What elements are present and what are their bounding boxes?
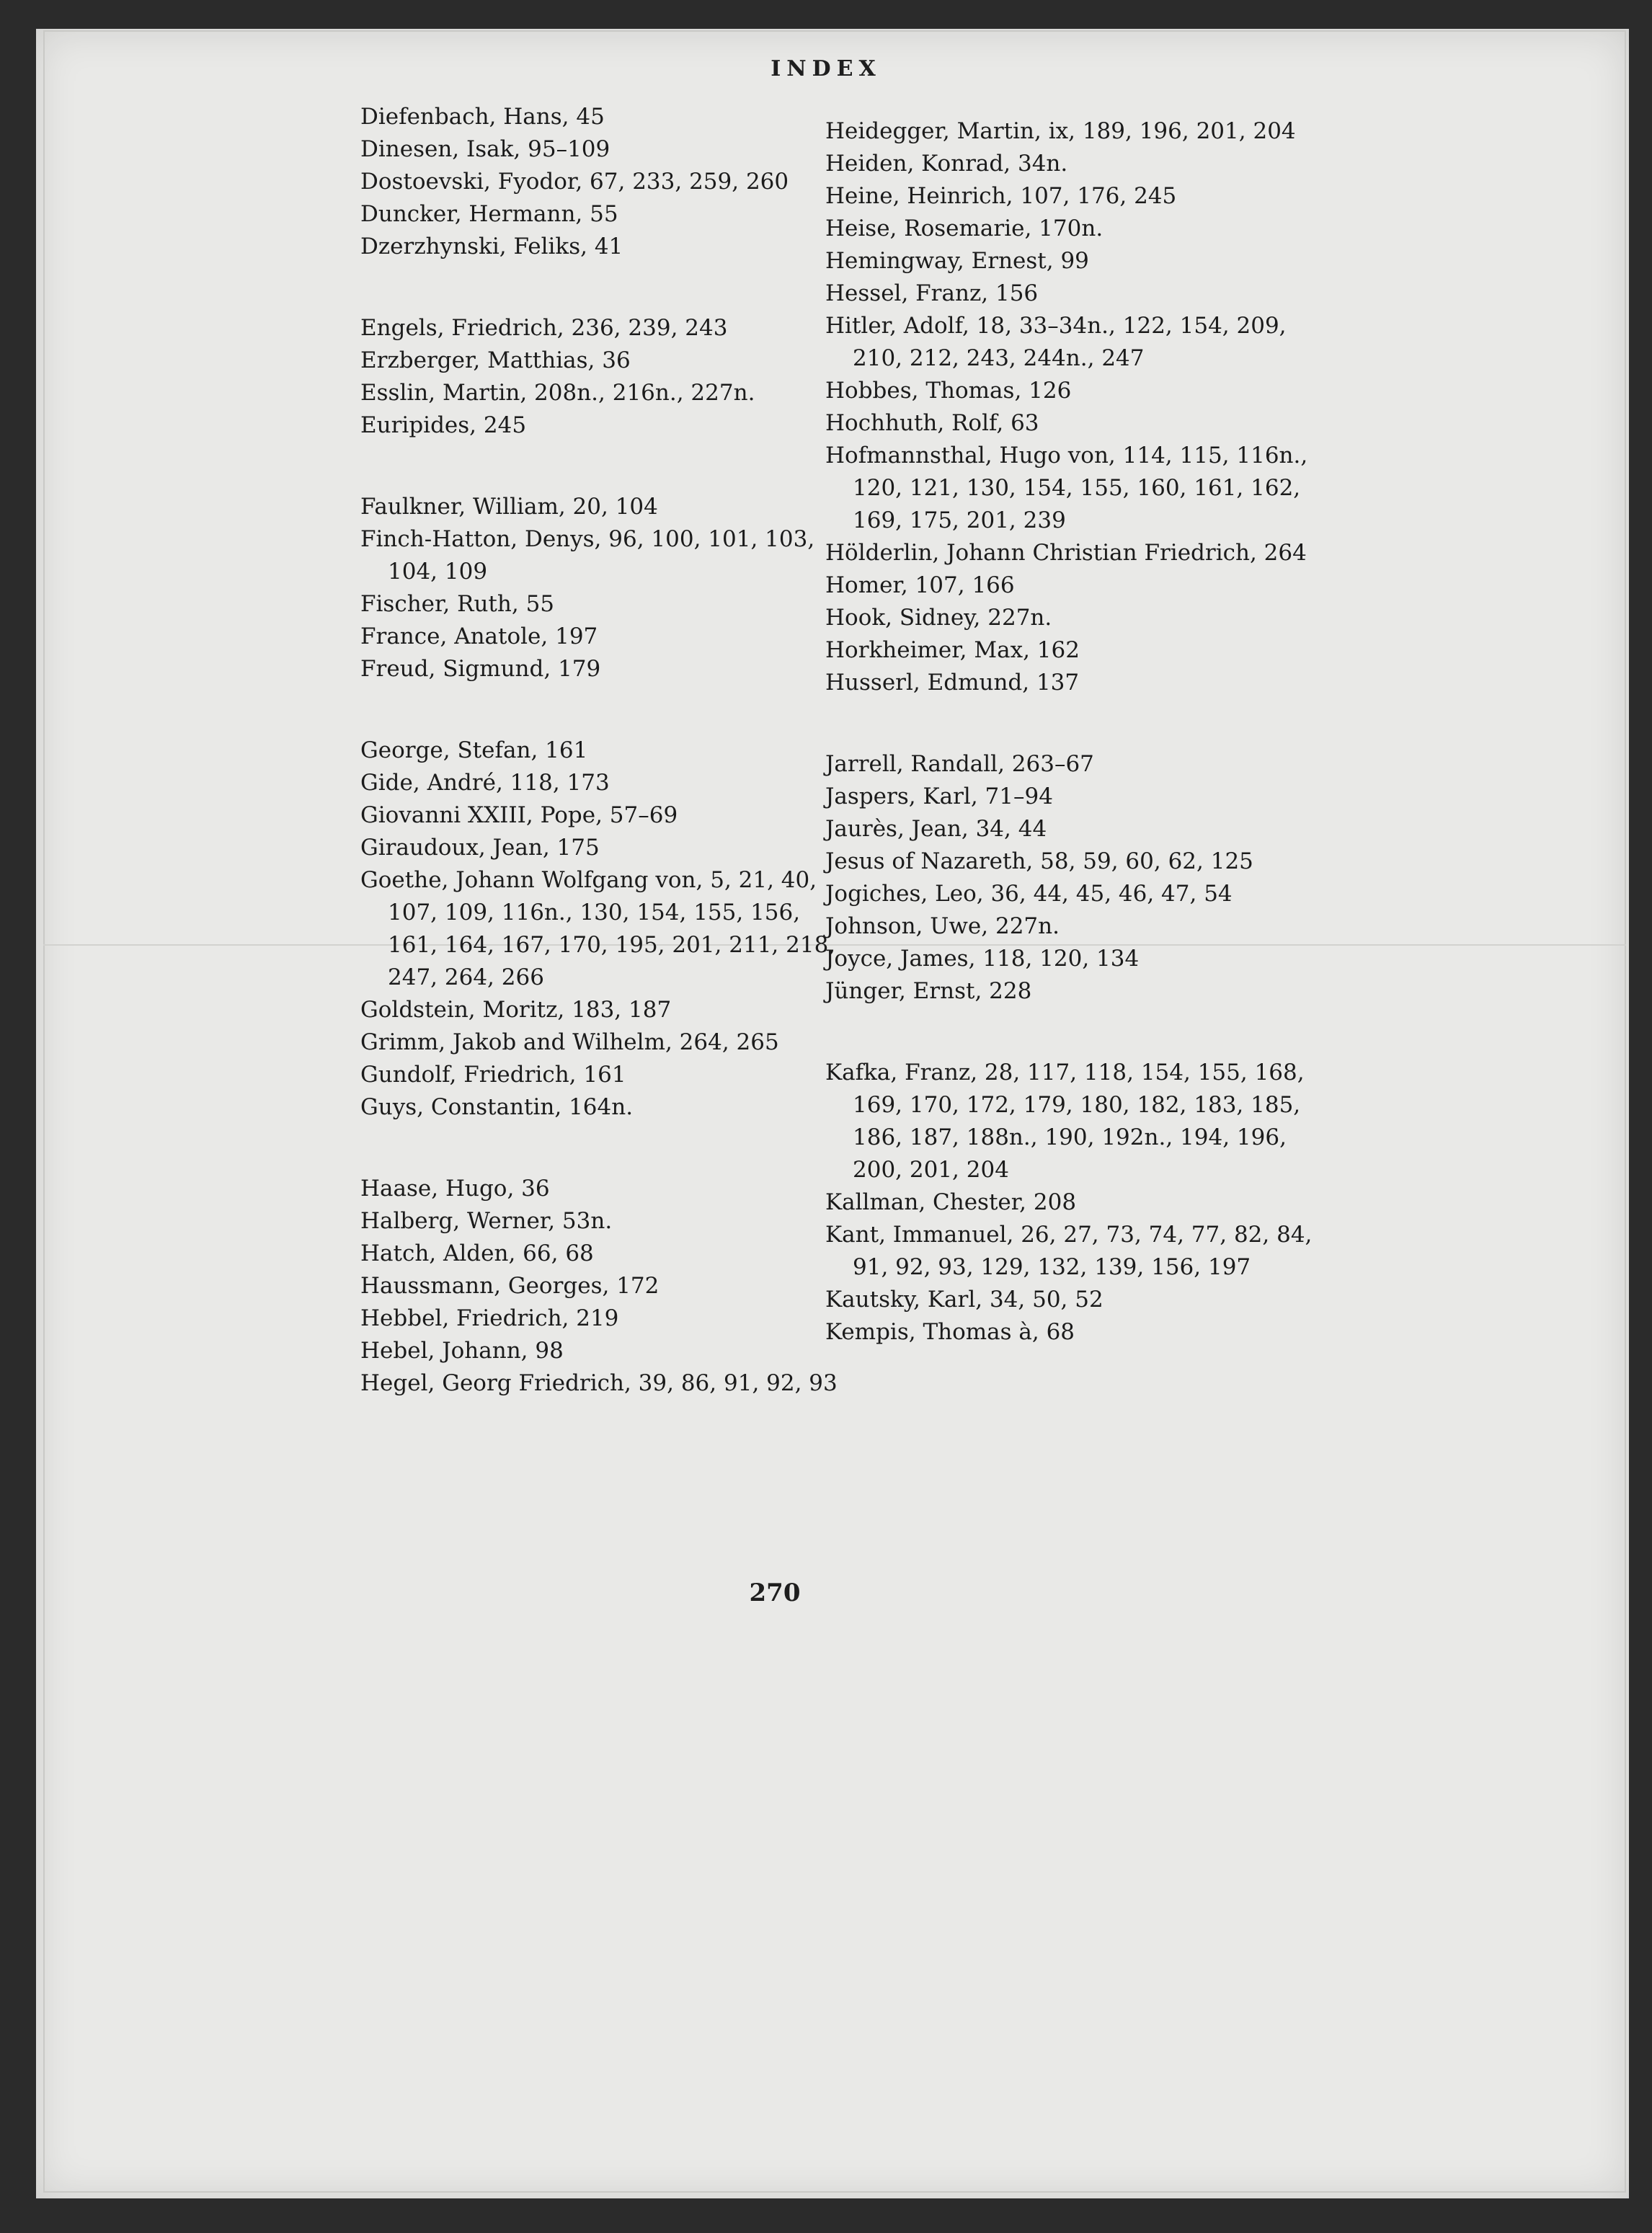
index-entry: Diefenbach, Hans, 45 <box>360 104 605 130</box>
index-entry: Grimm, Jakob and Wilhelm, 264, 265 <box>360 1029 779 1055</box>
index-entry: Duncker, Hermann, 55 <box>360 201 618 227</box>
index-entry: Engels, Friedrich, 236, 239, 243 <box>360 315 728 341</box>
index-column-right <box>825 115 1315 1398</box>
index-entry: Hochhuth, Rolf, 63 <box>825 410 1039 436</box>
index-entry: Heiden, Konrad, 34n. <box>825 151 1068 177</box>
index-entry: Hegel, Georg Friedrich, 39, 86, 91, 92, 93 <box>360 1370 838 1396</box>
index-entry: Kempis, Thomas à, 68 <box>825 1319 1075 1345</box>
index-entry: George, Stefan, 161 <box>360 737 588 763</box>
index-entry: Hebel, Johann, 98 <box>360 1338 564 1364</box>
index-entry: Fischer, Ruth, 55 <box>360 591 555 617</box>
index-letter-group <box>360 312 851 442</box>
index-entry: Finch-Hatton, Denys, 96, 100, 101, 103, 104, 109 <box>360 526 815 585</box>
index-letter-group <box>360 734 851 1124</box>
index-entry: Gundolf, Friedrich, 161 <box>360 1062 626 1088</box>
index-letter-group <box>825 1057 1315 1349</box>
index-entry: Dostoevski, Fyodor, 67, 233, 259, 260 <box>360 169 789 195</box>
index-entry: Jaurès, Jean, 34, 44 <box>825 816 1047 842</box>
index-entry: Hitler, Adolf, 18, 33–34n., 122, 154, 209, 210, 212, 243, 244n., 247 <box>825 313 1287 371</box>
index-letter-group <box>825 115 1315 699</box>
index-entry: Kafka, Franz, 28, 117, 118, 154, 155, 168, 169, 170, 172, 179, 180, 182, 183, 185, 186, 187, 188n., 190, 192n., 194, 196, 200, 201, 204 <box>825 1060 1305 1183</box>
index-entry: Hobbes, Thomas, 126 <box>825 378 1072 404</box>
index-entry: Hofmannsthal, Hugo von, 114, 115, 116n., 120, 121, 130, 154, 155, 160, 161, 162, 169, 175, 201, 239 <box>825 443 1308 533</box>
index-entry: Hatch, Alden, 66, 68 <box>360 1240 594 1266</box>
index-entry: Giraudoux, Jean, 175 <box>360 835 600 861</box>
index-entry: Jarrell, Randall, 263–67 <box>825 751 1094 777</box>
index-entry: Hook, Sidney, 227n. <box>825 605 1052 631</box>
index-entry: Freud, Sigmund, 179 <box>360 656 601 682</box>
index-letter-group <box>360 101 851 263</box>
index-entry: Guys, Constantin, 164n. <box>360 1094 634 1120</box>
index-entry: Esslin, Martin, 208n., 216n., 227n. <box>360 380 755 406</box>
index-entry: Kallman, Chester, 208 <box>825 1189 1077 1215</box>
index-entry: Jünger, Ernst, 228 <box>825 978 1032 1004</box>
index-entry: Giovanni XXIII, Pope, 57–69 <box>360 802 678 828</box>
index-entry: Joyce, James, 118, 120, 134 <box>825 946 1140 972</box>
index-entry: Johnson, Uwe, 227n. <box>825 913 1060 939</box>
index-entry: France, Anatole, 197 <box>360 623 598 649</box>
index-entry: Euripides, 245 <box>360 412 527 438</box>
index-entry: Homer, 107, 166 <box>825 572 1015 598</box>
index-entry: Jaspers, Karl, 71–94 <box>825 783 1053 809</box>
index-entry: Dzerzhynski, Feliks, 41 <box>360 234 623 259</box>
index-letter-group <box>825 748 1315 1008</box>
index-entry: Haussmann, Georges, 172 <box>360 1273 660 1299</box>
index-letter-group <box>360 1173 851 1400</box>
index-entry: Halberg, Werner, 53n. <box>360 1208 613 1234</box>
index-entry: Kautsky, Karl, 34, 50, 52 <box>825 1287 1103 1313</box>
index-entry: Hessel, Franz, 156 <box>825 280 1039 306</box>
page-number: 270 <box>749 1579 801 1607</box>
index-entry: Heine, Heinrich, 107, 176, 245 <box>825 183 1177 209</box>
running-header: INDEX <box>771 56 881 81</box>
index-entry: Goethe, Johann Wolfgang von, 5, 21, 40, 107, 109, 116n., 130, 154, 155, 156, 161, 164, 167, 170, 195, 201, 211, 218, 247, 264, 266 <box>360 867 836 990</box>
index-column-left <box>360 101 851 1449</box>
index-entry: Hölderlin, Johann Christian Friedrich, 264 <box>825 540 1307 566</box>
index-entry: Husserl, Edmund, 137 <box>825 670 1080 696</box>
index-entry: Gide, André, 118, 173 <box>360 770 610 796</box>
index-entry: Heise, Rosemarie, 170n. <box>825 216 1103 241</box>
index-entry: Jesus of Nazareth, 58, 59, 60, 62, 125 <box>825 848 1253 874</box>
index-entry: Heidegger, Martin, ix, 189, 196, 201, 204 <box>825 118 1296 144</box>
index-entry: Hebbel, Friedrich, 219 <box>360 1305 619 1331</box>
index-letter-group <box>360 491 851 685</box>
index-entry: Erzberger, Matthias, 36 <box>360 347 631 373</box>
index-entry: Hemingway, Ernest, 99 <box>825 248 1089 274</box>
index-entry: Faulkner, William, 20, 104 <box>360 494 658 520</box>
index-entry: Kant, Immanuel, 26, 27, 73, 74, 77, 82, 84, 91, 92, 93, 129, 132, 139, 156, 197 <box>825 1222 1313 1280</box>
index-entry: Dinesen, Isak, 95–109 <box>360 136 610 162</box>
index-entry: Jogiches, Leo, 36, 44, 45, 46, 47, 54 <box>825 881 1233 907</box>
index-entry: Goldstein, Moritz, 183, 187 <box>360 997 672 1023</box>
index-entry: Horkheimer, Max, 162 <box>825 637 1080 663</box>
index-entry: Haase, Hugo, 36 <box>360 1176 550 1202</box>
